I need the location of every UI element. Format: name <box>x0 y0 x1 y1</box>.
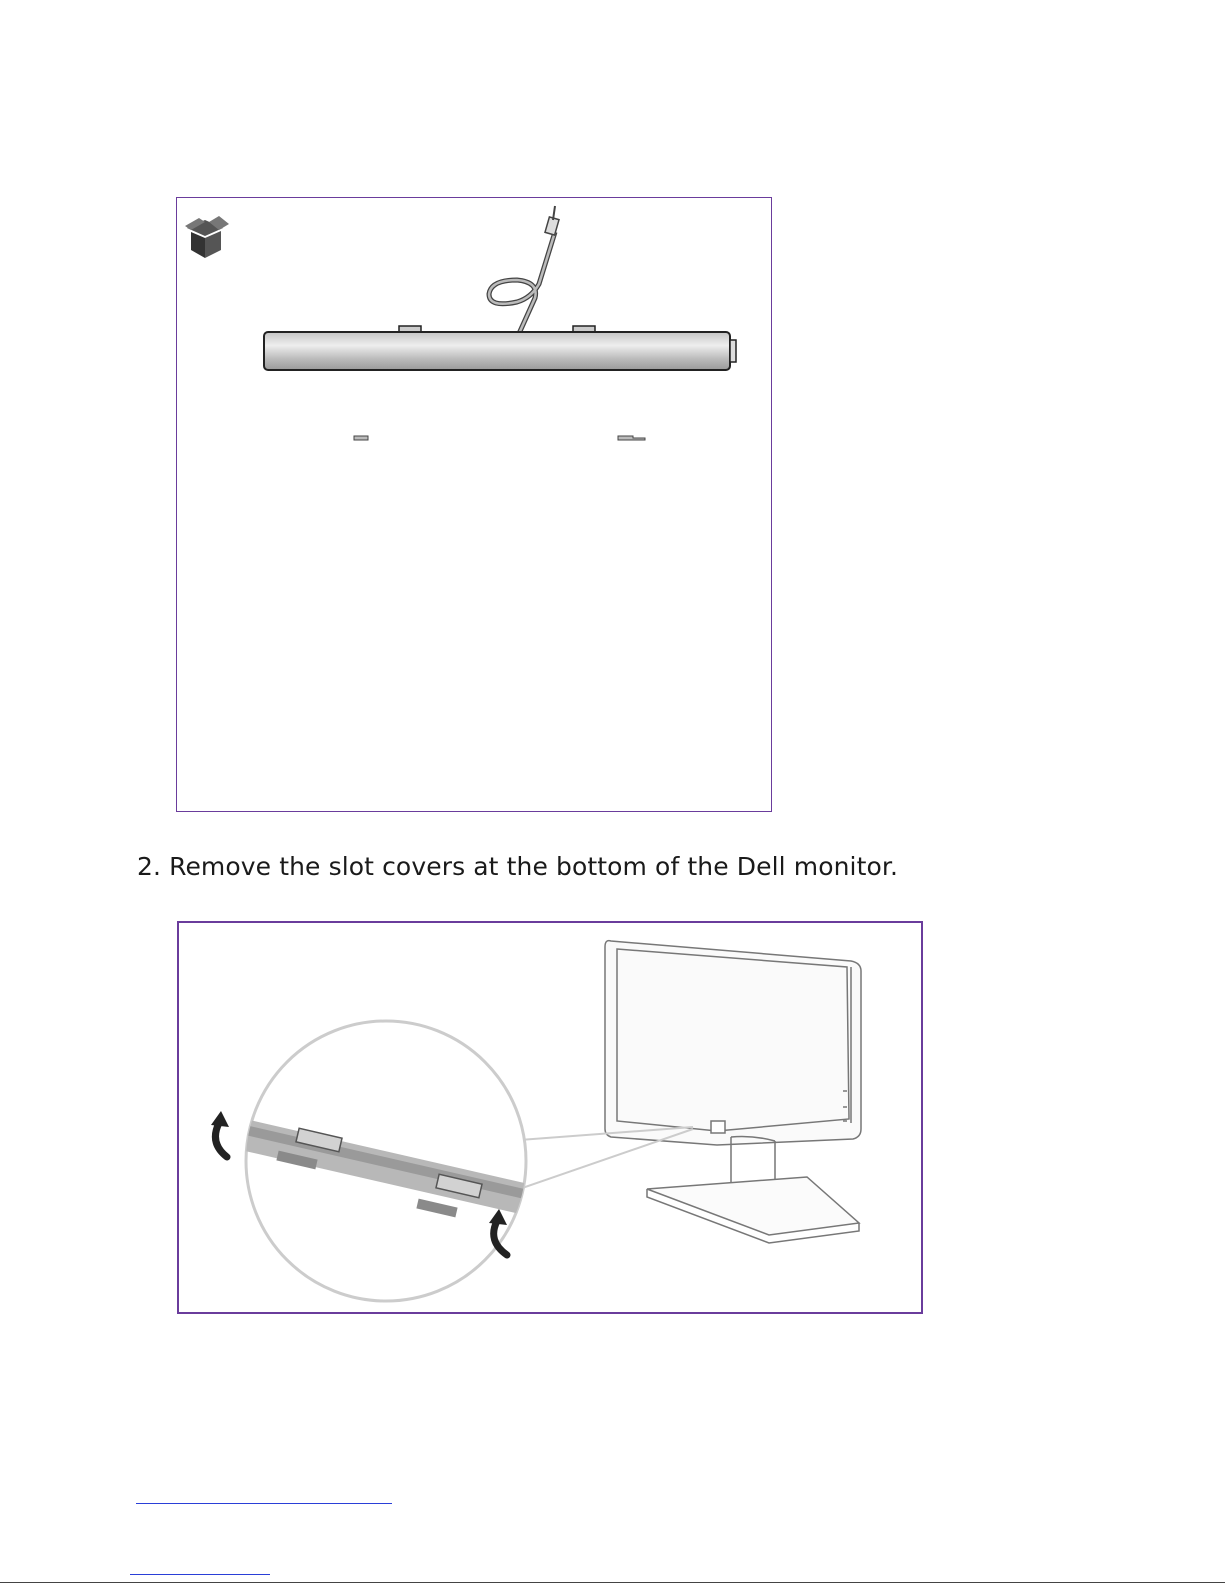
soundbar-figure-panel <box>176 197 772 812</box>
soundbar-body <box>264 332 730 370</box>
monitor-figure-panel <box>177 921 923 1314</box>
clip-part-right <box>618 436 645 440</box>
curved-arrow-icon <box>211 1111 229 1157</box>
step-2-instruction: 2. Remove the slot covers at the bottom of the Dell monitor. <box>137 852 899 881</box>
clip-part-left <box>354 436 368 440</box>
footer-link-1[interactable] <box>136 1503 392 1504</box>
package-box-icon <box>185 216 229 258</box>
zoom-detail-circle <box>219 1021 559 1301</box>
page-bottom-rule <box>0 1582 1225 1583</box>
soundbar-illustration <box>177 198 773 813</box>
monitor-illustration <box>179 923 925 1316</box>
dell-monitor <box>605 941 861 1243</box>
footer-link-2[interactable] <box>130 1574 270 1575</box>
audio-cable-icon <box>489 206 559 338</box>
soundbar-end-cap <box>730 340 736 362</box>
